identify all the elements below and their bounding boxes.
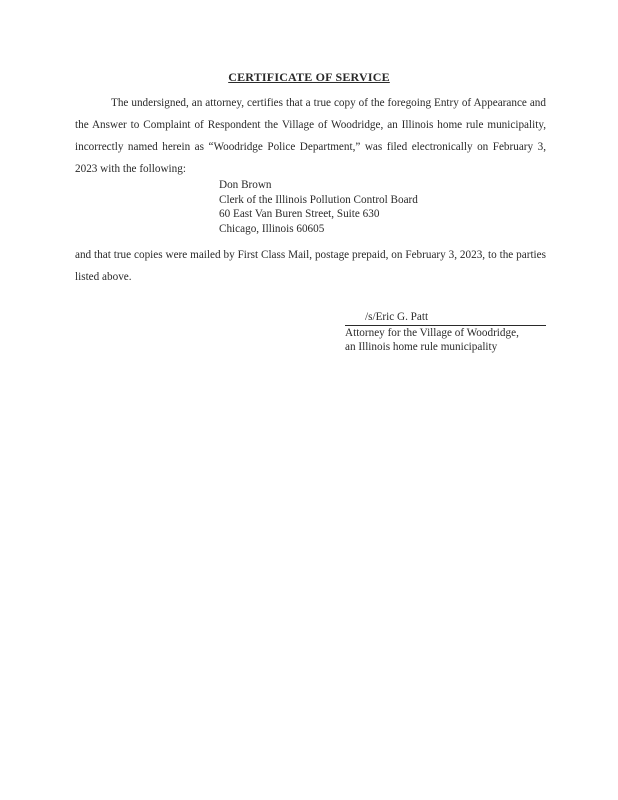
recipient-title: Clerk of the Illinois Pollution Control Board [219,193,418,206]
signature-caption-line2: an Illinois home rule municipality [345,341,498,353]
mailing-paragraph: and that true copies were mailed by First Class Mail, postage prepaid, on February 3, 2023, to the parties listed above. [75,249,546,283]
recipient-address-block [219,178,418,236]
signature-block [345,310,546,355]
recipient-name: Don Brown [219,179,272,191]
signature-line: /s/Eric G. Patt [345,310,546,326]
certificate-title: CERTIFICATE OF SERVICE [228,70,390,84]
recipient-street: 60 East Van Buren Street, Suite 630 [219,208,380,220]
recipient-city: Chicago, Illinois 60605 [219,222,325,235]
certification-paragraph: The undersigned, an attorney, certifies that a true copy of the foregoing Entry of Appearance and the Answer to Complaint of Respondent the Village of Woodridge, an Illinois home rule municipality, incorrectly named herein as “Woodridge Police Department,” was filed electronically on February 3, 2023 with the following: [75,97,546,175]
signature-caption-line1: Attorney for the Village of Woodridge, [345,326,519,339]
signature-caption [345,326,546,355]
